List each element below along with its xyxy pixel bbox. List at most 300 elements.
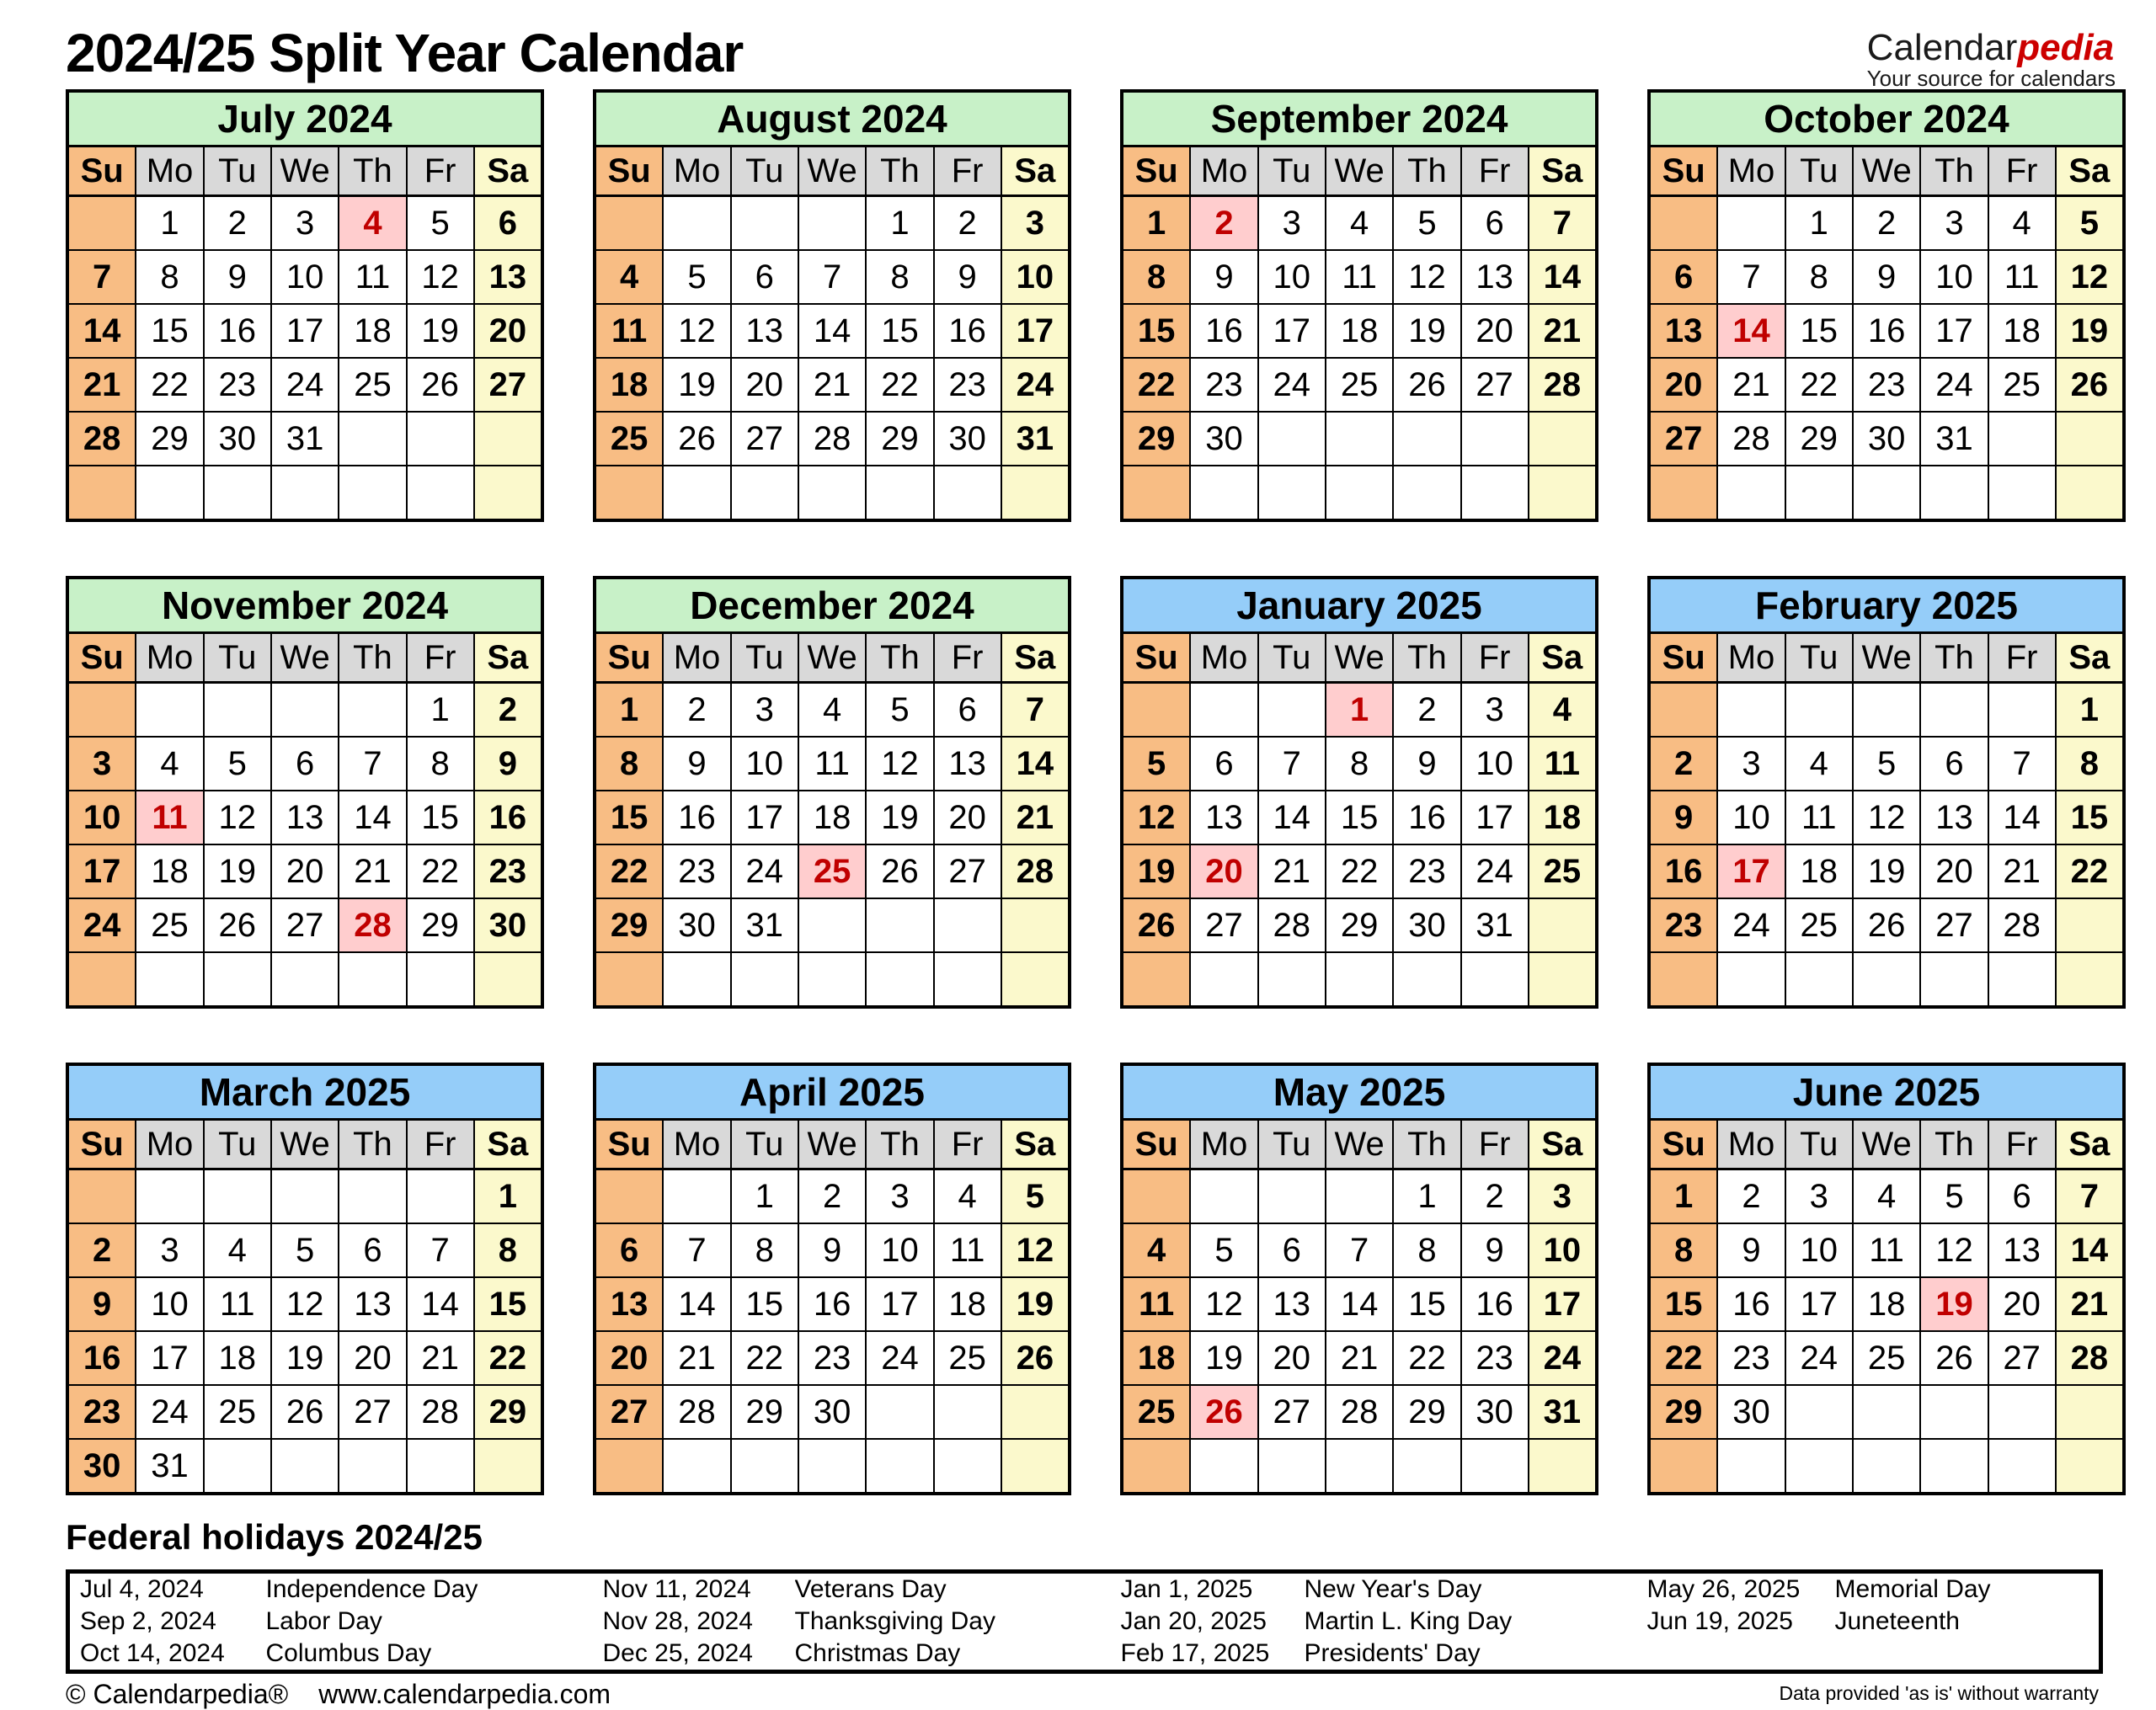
holiday-name: Veterans Day [794,1575,947,1603]
copyright-text: © Calendarpedia® [66,1679,289,1709]
date-cell: 26 [866,844,933,898]
date-cell: 15 [407,791,474,844]
day-header-tu: Tu [731,146,798,196]
date-cell: 9 [1461,1223,1529,1277]
holiday-date-cell: 26 [1190,1385,1257,1439]
date-cell [67,1169,136,1224]
disclaimer-text: Data provided 'as is' without warranty [1779,1682,2099,1704]
date-cell: 21 [2056,1277,2124,1331]
date-cell: 22 [1785,358,1853,412]
date-cell: 14 [1258,791,1326,844]
date-cell: 17 [1920,304,1988,358]
date-cell: 7 [798,250,867,304]
date-cell: 30 [1853,412,1921,466]
date-cell: 23 [67,1385,136,1439]
date-cell: 28 [1717,412,1785,466]
date-cell: 4 [1529,683,1597,738]
holiday-name: Thanksgiving Day [794,1607,995,1635]
month-calendar-november-2024 [66,576,544,1009]
month-title-june-2025: June 2025 [1649,1064,2124,1120]
holiday-name: Labor Day [265,1607,382,1635]
date-cell: 4 [798,683,867,738]
date-cell [2056,466,2124,520]
date-cell [1717,683,1785,738]
date-cell [866,1385,933,1439]
date-cell: 21 [1988,844,2056,898]
month-calendar-october-2024 [1647,89,2126,522]
date-cell [595,1439,663,1494]
date-cell: 2 [663,683,730,738]
date-cell: 23 [1717,1331,1785,1385]
date-cell: 7 [1001,683,1070,738]
date-cell: 21 [1326,1331,1394,1385]
date-cell: 25 [1122,1385,1190,1439]
date-cell: 7 [1988,737,2056,791]
day-header-th: Th [1393,146,1460,196]
date-cell: 9 [67,1277,136,1331]
date-cell: 24 [271,358,339,412]
date-cell: 23 [1393,844,1460,898]
date-cell: 26 [204,898,271,952]
date-cell: 6 [271,737,339,791]
date-cell: 12 [407,250,474,304]
date-cell [339,1439,406,1494]
date-cell [136,952,203,1007]
date-cell: 30 [1461,1385,1529,1439]
date-cell: 14 [1529,250,1597,304]
holiday-name: Independence Day [265,1575,478,1603]
date-cell: 19 [1122,844,1190,898]
date-cell: 18 [136,844,203,898]
date-cell [1920,1385,1988,1439]
day-header-we: We [1326,146,1394,196]
date-cell [866,1439,933,1494]
holiday-date: Jan 20, 2025 [1120,1607,1267,1635]
date-cell: 1 [2056,683,2124,738]
day-header-we: We [798,1120,867,1169]
day-header-sa: Sa [1529,1120,1597,1169]
date-cell: 11 [798,737,867,791]
date-cell: 10 [271,250,339,304]
date-cell: 10 [1529,1223,1597,1277]
date-cell [474,466,542,520]
date-cell [1988,466,2056,520]
date-cell: 17 [271,304,339,358]
website-text: www.calendarpedia.com [318,1679,611,1709]
date-cell: 8 [2056,737,2124,791]
date-cell: 12 [2056,250,2124,304]
date-cell: 29 [136,412,203,466]
date-cell [271,952,339,1007]
date-cell [934,1439,1001,1494]
date-cell [731,1439,798,1494]
date-cell: 1 [595,683,663,738]
date-cell [663,196,730,251]
day-header-fr: Fr [934,146,1001,196]
date-cell [1649,466,1717,520]
months-grid [0,89,2156,1495]
date-cell: 12 [1920,1223,1988,1277]
date-cell: 8 [1393,1223,1460,1277]
holiday-date: Jul 4, 2024 [80,1575,204,1603]
holiday-name: Memorial Day [1834,1575,1991,1603]
holiday-date-cell: 1 [1326,683,1394,738]
date-cell: 7 [407,1223,474,1277]
day-header-su: Su [595,1120,663,1169]
logo-wordmark [1867,29,2116,67]
day-header-tu: Tu [1785,633,1853,683]
day-header-sa: Sa [1529,633,1597,683]
date-cell: 8 [731,1223,798,1277]
date-cell [407,466,474,520]
date-cell: 2 [474,683,542,738]
date-cell: 10 [731,737,798,791]
date-cell [67,466,136,520]
date-cell: 25 [1988,358,2056,412]
date-cell: 16 [67,1331,136,1385]
date-cell: 3 [1461,683,1529,738]
holiday-name: Martin L. King Day [1304,1607,1513,1635]
date-cell [798,952,867,1007]
date-cell [1529,952,1597,1007]
date-cell [1190,466,1257,520]
date-cell: 22 [136,358,203,412]
date-cell: 25 [595,412,663,466]
date-cell: 28 [1988,898,2056,952]
date-cell: 13 [934,737,1001,791]
date-cell: 7 [339,737,406,791]
date-cell: 15 [1122,304,1190,358]
date-cell [1001,952,1070,1007]
date-cell: 3 [1258,196,1326,251]
date-cell: 20 [934,791,1001,844]
day-header-mo: Mo [1190,146,1257,196]
date-cell: 5 [407,196,474,251]
date-cell [67,952,136,1007]
day-header-mo: Mo [136,633,203,683]
date-cell [1326,412,1394,466]
month-title-september-2024: September 2024 [1122,91,1597,146]
date-cell [1785,1439,1853,1494]
holiday-date-cell: 11 [136,791,203,844]
date-cell: 23 [1649,898,1717,952]
holiday-date: Jan 1, 2025 [1120,1575,1253,1603]
holiday-name: Juneteenth [1834,1607,1960,1635]
date-cell [136,1169,203,1224]
date-cell: 5 [1853,737,1921,791]
date-cell: 25 [1326,358,1394,412]
date-cell: 16 [1393,791,1460,844]
holiday-row [68,1572,2101,1606]
date-cell: 25 [204,1385,271,1439]
day-header-we: We [271,146,339,196]
date-cell [934,952,1001,1007]
month-title-december-2024: December 2024 [595,578,1070,633]
date-cell [339,952,406,1007]
date-cell: 18 [1853,1277,1921,1331]
date-cell: 26 [1001,1331,1070,1385]
date-cell [1122,1439,1190,1494]
date-cell [1258,412,1326,466]
date-cell: 30 [67,1439,136,1494]
holiday-date: Jun 19, 2025 [1646,1607,1793,1635]
date-cell [1785,952,1853,1007]
date-cell [1988,1385,2056,1439]
holiday-date-cell: 19 [1920,1277,1988,1331]
holiday-date [1637,1638,1835,1672]
holiday-date: Dec 25, 2024 [602,1639,753,1667]
date-cell: 27 [474,358,542,412]
date-cell: 29 [1649,1385,1717,1439]
date-cell [663,466,730,520]
date-cell [1529,412,1597,466]
date-cell: 2 [1649,737,1717,791]
date-cell: 31 [1001,412,1070,466]
date-cell: 3 [1529,1169,1597,1224]
date-cell [407,952,474,1007]
holiday-date: Sep 2, 2024 [80,1607,216,1635]
date-cell: 18 [204,1331,271,1385]
date-cell [136,683,203,738]
date-cell: 19 [1853,844,1921,898]
day-header-th: Th [339,633,406,683]
date-cell: 20 [339,1331,406,1385]
day-header-tu: Tu [1785,146,1853,196]
date-cell [271,1169,339,1224]
date-cell: 6 [1920,737,1988,791]
date-cell: 17 [866,1277,933,1331]
date-cell: 22 [2056,844,2124,898]
date-cell: 30 [474,898,542,952]
date-cell: 25 [339,358,406,412]
date-cell: 13 [1920,791,1988,844]
date-cell: 28 [1258,898,1326,952]
date-cell: 30 [1393,898,1460,952]
date-cell [1717,466,1785,520]
date-cell: 4 [1988,196,2056,251]
date-cell: 13 [1190,791,1257,844]
date-cell: 21 [1529,304,1597,358]
date-cell [1988,1439,2056,1494]
date-cell: 17 [1529,1277,1597,1331]
date-cell: 3 [1001,196,1070,251]
day-header-fr: Fr [1461,633,1529,683]
date-cell: 12 [1001,1223,1070,1277]
date-cell: 22 [1393,1331,1460,1385]
date-cell: 29 [731,1385,798,1439]
date-cell: 27 [339,1385,406,1439]
date-cell: 17 [1461,791,1529,844]
date-cell [1393,466,1460,520]
day-header-sa: Sa [474,633,542,683]
day-header-we: We [271,633,339,683]
day-header-tu: Tu [1258,633,1326,683]
day-header-fr: Fr [1461,1120,1529,1169]
date-cell: 27 [271,898,339,952]
date-cell [731,196,798,251]
date-cell: 11 [204,1277,271,1331]
date-cell: 1 [1785,196,1853,251]
date-cell: 28 [407,1385,474,1439]
date-cell: 30 [934,412,1001,466]
holiday-date: Oct 14, 2024 [80,1639,225,1667]
date-cell: 8 [1649,1223,1717,1277]
date-cell: 23 [474,844,542,898]
date-cell [1258,1439,1326,1494]
date-cell: 24 [1461,844,1529,898]
date-cell: 1 [1122,196,1190,251]
date-cell: 4 [595,250,663,304]
date-cell: 6 [934,683,1001,738]
date-cell: 8 [407,737,474,791]
date-cell: 12 [1122,791,1190,844]
date-cell: 8 [866,250,933,304]
date-cell: 4 [1326,196,1394,251]
date-cell: 14 [1988,791,2056,844]
month-title-october-2024: October 2024 [1649,91,2124,146]
date-cell: 9 [474,737,542,791]
date-cell: 21 [339,844,406,898]
date-cell: 2 [67,1223,136,1277]
date-cell: 30 [204,412,271,466]
date-cell [67,683,136,738]
date-cell: 28 [663,1385,730,1439]
date-cell: 27 [1190,898,1257,952]
date-cell: 7 [1326,1223,1394,1277]
day-header-sa: Sa [1529,146,1597,196]
day-header-su: Su [67,1120,136,1169]
date-cell: 21 [407,1331,474,1385]
date-cell [595,196,663,251]
date-cell [2056,412,2124,466]
date-cell [1988,412,2056,466]
month-calendar-march-2025 [66,1063,544,1495]
date-cell: 3 [866,1169,933,1224]
date-cell [934,898,1001,952]
date-cell [271,683,339,738]
date-cell: 27 [1258,1385,1326,1439]
date-cell [1649,952,1717,1007]
month-calendar-august-2024 [593,89,1071,522]
date-cell: 1 [866,196,933,251]
day-header-fr: Fr [1988,1120,2056,1169]
date-cell: 23 [798,1331,867,1385]
day-header-su: Su [67,146,136,196]
date-cell: 27 [1649,412,1717,466]
date-cell [1717,952,1785,1007]
date-cell: 28 [67,412,136,466]
date-cell [204,466,271,520]
date-cell: 6 [1190,737,1257,791]
footer-left [66,1679,611,1710]
day-header-sa: Sa [1001,146,1070,196]
date-cell [1461,952,1529,1007]
date-cell [1122,466,1190,520]
holiday-row [68,1606,2101,1638]
day-header-sa: Sa [2056,146,2124,196]
date-cell: 26 [1920,1331,1988,1385]
holiday-date-cell: 25 [798,844,867,898]
date-cell [474,952,542,1007]
page-header [0,0,2156,92]
date-cell [1853,1385,1921,1439]
day-header-tu: Tu [204,1120,271,1169]
date-cell: 21 [1001,791,1070,844]
date-cell: 23 [204,358,271,412]
date-cell: 17 [136,1331,203,1385]
date-cell: 14 [1001,737,1070,791]
date-cell [2056,1439,2124,1494]
date-cell: 2 [798,1169,867,1224]
date-cell: 5 [663,250,730,304]
date-cell: 5 [866,683,933,738]
date-cell [798,466,867,520]
date-cell: 12 [663,304,730,358]
date-cell: 7 [67,250,136,304]
date-cell [1853,466,1921,520]
date-cell: 23 [934,358,1001,412]
date-cell: 18 [934,1277,1001,1331]
date-cell [204,1169,271,1224]
date-cell: 16 [1717,1277,1785,1331]
date-cell: 21 [663,1331,730,1385]
date-cell: 8 [1122,250,1190,304]
month-calendar-april-2025 [593,1063,1071,1495]
logo-tagline: Your source for calendars [1866,66,2116,92]
date-cell [1001,1439,1070,1494]
date-cell: 17 [731,791,798,844]
day-header-sa: Sa [474,1120,542,1169]
day-header-th: Th [1393,1120,1460,1169]
date-cell: 17 [1785,1277,1853,1331]
date-cell: 16 [1649,844,1717,898]
date-cell [407,1169,474,1224]
day-header-su: Su [1649,1120,1717,1169]
date-cell: 9 [1717,1223,1785,1277]
date-cell [934,1385,1001,1439]
date-cell [1190,952,1257,1007]
date-cell: 15 [1649,1277,1717,1331]
date-cell [2056,1385,2124,1439]
day-header-fr: Fr [407,1120,474,1169]
month-calendar-june-2025 [1647,1063,2126,1495]
date-cell: 18 [1529,791,1597,844]
day-header-fr: Fr [1988,633,2056,683]
date-cell [407,412,474,466]
date-cell: 31 [136,1439,203,1494]
page-footer [66,1679,2099,1710]
date-cell [1920,466,1988,520]
date-cell: 31 [1920,412,1988,466]
logo-text-red: pedia [2017,27,2115,68]
date-cell: 22 [474,1331,542,1385]
date-cell: 3 [271,196,339,251]
date-cell: 6 [339,1223,406,1277]
date-cell: 31 [1461,898,1529,952]
date-cell: 24 [1717,898,1785,952]
day-header-th: Th [339,146,406,196]
date-cell: 9 [1649,791,1717,844]
date-cell: 15 [866,304,933,358]
holiday-date-cell: 14 [1717,304,1785,358]
date-cell [474,1439,542,1494]
date-cell: 29 [1785,412,1853,466]
date-cell: 2 [1853,196,1921,251]
date-cell: 26 [1393,358,1460,412]
date-cell: 14 [2056,1223,2124,1277]
day-header-we: We [1326,633,1394,683]
date-cell: 26 [663,412,730,466]
